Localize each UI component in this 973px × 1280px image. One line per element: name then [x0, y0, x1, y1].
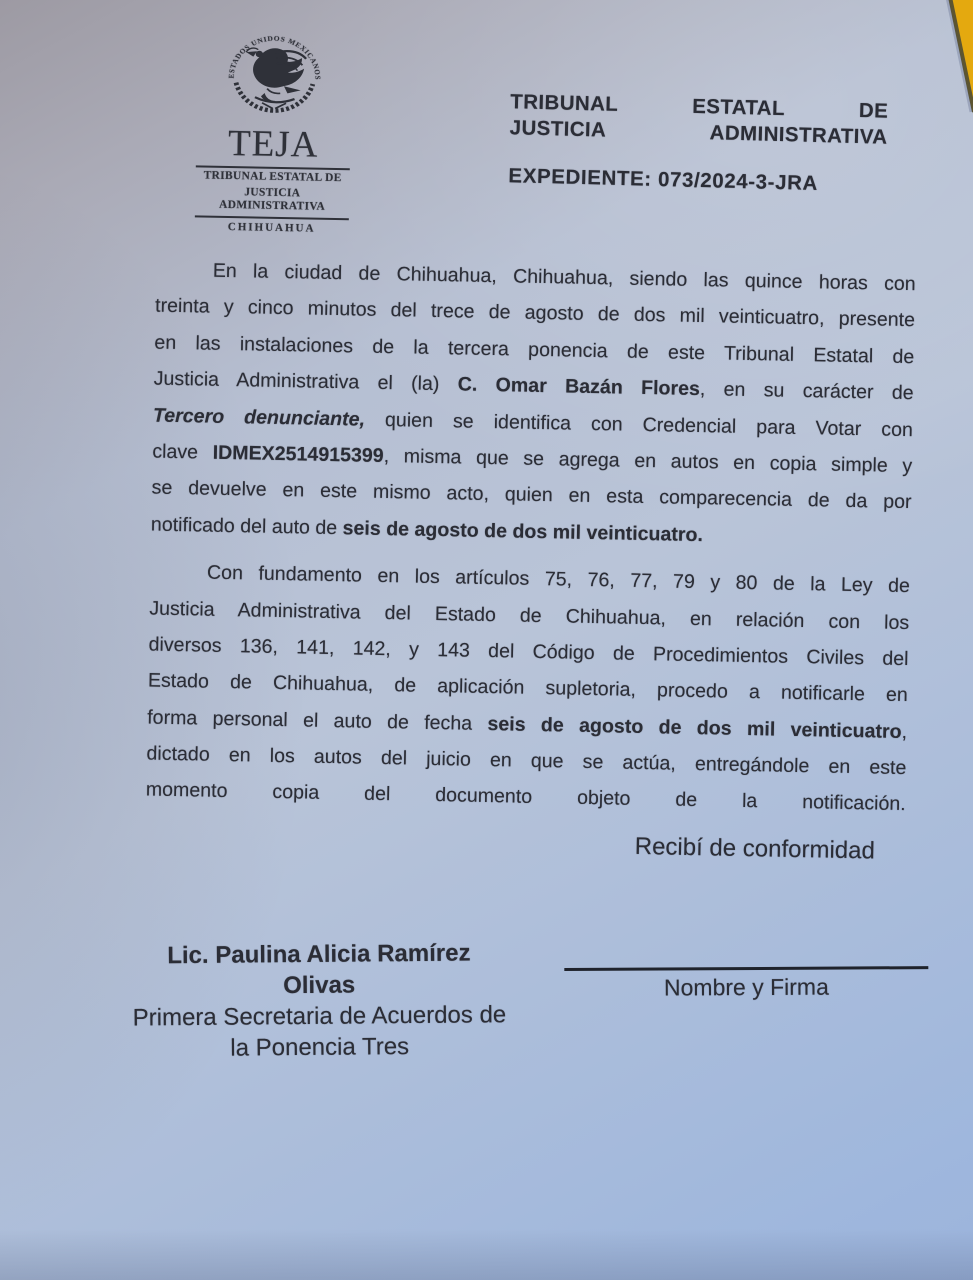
paragraph-1	[151, 252, 916, 558]
signature-line	[564, 966, 928, 971]
text-line: se devuelve en este mismo acto, quien en esta comparecencia de da por	[151, 476, 912, 514]
signatory-block	[91, 937, 547, 1065]
logo-divider	[195, 215, 349, 220]
document-body	[145, 252, 916, 823]
teja-logo	[193, 18, 355, 234]
signatory-title-line2: la Ponencia Tres	[230, 1033, 410, 1062]
text-line: notificado del auto de seis de agosto de dos mil veinticuatro.	[150, 513, 704, 546]
text-line: dictado en los autos del juicio en que se actúa, entregándole en este	[146, 742, 907, 780]
logo-org-line1: TRIBUNAL ESTATAL DE	[203, 169, 342, 185]
eagle-icon	[245, 48, 306, 109]
text-line: Justicia Administrativa el (la) C. Omar Bazán Flores, en su carácter de	[153, 367, 914, 405]
text-line: clave IDMEX2514915399, misma que se agrega en autos en copia simple y	[152, 440, 913, 478]
text-line: En la ciudad de Chihuahua, Chihuahua, siendo las quince horas con	[212, 259, 916, 296]
text-line: Estado de Chihuahua, de aplicación supletoria, procedo a notificarle en	[147, 669, 908, 707]
text-line: Tercero denunciante, quien se identifica con Credencial para Votar con	[152, 404, 914, 441]
text-line: Justicia Administrativa del Estado de Chihuahua, en relación con los	[149, 597, 910, 634]
text-line: momento copia del documento objeto de la notificación.	[145, 778, 906, 816]
text-line: forma personal el auto de fecha seis de agosto de dos mil veinticuatro,	[147, 706, 908, 743]
logo-location: CHIHUAHUA	[227, 220, 316, 235]
logo-org-line2: JUSTICIA ADMINISTRATIVA	[218, 185, 326, 213]
text-line: diversos 136, 141, 142, y 143 del Código de Procedimientos Civiles del	[148, 633, 909, 671]
signatory-name-line1: Lic. Paulina Alicia Ramírez	[167, 939, 471, 970]
seal-caption: ESTADOS UNIDOS MEXICANOS	[227, 34, 322, 81]
signatory-title-line1: Primera Secretaria de Acuerdos de	[132, 1001, 507, 1032]
signature-area	[564, 952, 928, 1002]
signatory-name-line2: Olivas	[283, 971, 356, 1000]
logo-acronym: TEJA	[227, 122, 319, 166]
text-line: Con fundamento en los artículos 75, 76, 77, 79 y 80 de la Ley de	[206, 561, 911, 598]
signature-line-label: Nombre y Firma	[663, 973, 829, 1001]
header-title-line2: JUSTICIA ADMINISTRATIVA	[509, 116, 888, 149]
acknowledgment-line: Recibí de conformidad	[634, 832, 876, 865]
document-header	[508, 89, 888, 198]
header-title-line1: TRIBUNAL ESTATAL DE	[510, 90, 889, 123]
national-emblem-icon	[214, 19, 336, 125]
case-number: EXPEDIENTE: 073/2024-3-JRA	[508, 164, 819, 196]
text-line: en las instalaciones de la tercera ponencia de este Tribunal Estatal de	[154, 331, 915, 368]
paragraph-2	[145, 554, 910, 823]
text-line: treinta y cinco minutos del trece de agosto de dos mil veinticuatro, presente	[154, 294, 916, 332]
